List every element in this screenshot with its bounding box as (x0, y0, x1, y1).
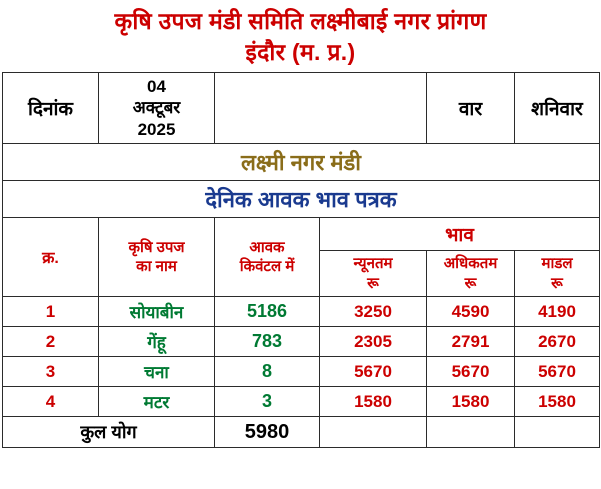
row-max-price: 1580 (427, 387, 515, 417)
total-value: 5980 (215, 417, 320, 448)
row-sno: 4 (3, 387, 99, 417)
row-commodity: चना (99, 357, 215, 387)
sheet-heading: देनिक आवक भाव पत्रक (3, 180, 600, 217)
total-blank-max (427, 417, 515, 448)
row-arrival: 5186 (215, 297, 320, 327)
header-arrival (215, 217, 320, 297)
page-title (0, 0, 601, 72)
row-commodity: मटर (99, 387, 215, 417)
date-value-cell (99, 73, 215, 144)
row-max-price: 4590 (427, 297, 515, 327)
date-value-line2: अक्टूबर (132, 98, 181, 118)
date-value-line1: 04 (147, 77, 166, 97)
row-commodity: सोयाबीन (99, 297, 215, 327)
total-row (3, 417, 600, 448)
date-label: दिनांक (3, 73, 99, 144)
row-min-price: 1580 (320, 387, 427, 417)
row-min-price: 5670 (320, 357, 427, 387)
header-commodity-line1: कृषि उपज (128, 238, 185, 256)
row-arrival: 8 (215, 357, 320, 387)
title-line-1: कृषि उपज मंडी समिति लक्ष्मीबाई नगर प्रांगण (114, 8, 487, 34)
header-min: न्यूनतम (353, 254, 393, 272)
header-max-currency: रू (464, 275, 477, 293)
mandi-name-row (3, 143, 600, 180)
row-max-price: 5670 (427, 357, 515, 387)
date-value-line3: 2025 (137, 119, 176, 139)
total-blank-min (320, 417, 427, 448)
header-min-cell (320, 250, 427, 297)
row-sno: 1 (3, 297, 99, 327)
header-commodity-line2: का नाम (136, 258, 177, 276)
header-modal: माडल (541, 254, 573, 272)
day-value: शनिवार (515, 73, 600, 144)
info-row (3, 73, 600, 144)
header-row-group (3, 217, 600, 250)
row-sno: 2 (3, 327, 99, 357)
row-modal-price: 4190 (515, 297, 600, 327)
mandi-name: लक्ष्मी नगर मंडी (3, 143, 600, 180)
row-sno: 3 (3, 357, 99, 387)
header-commodity (99, 217, 215, 297)
row-arrival: 3 (215, 387, 320, 417)
sheet-heading-row (3, 180, 600, 217)
info-blank-cell (215, 73, 427, 144)
row-modal-price: 5670 (515, 357, 600, 387)
row-modal-price: 2670 (515, 327, 600, 357)
header-arrival-line1: आवक (249, 238, 285, 256)
header-modal-cell (515, 250, 600, 297)
table-row (3, 357, 600, 387)
row-arrival: 783 (215, 327, 320, 357)
header-sno: क्र. (3, 217, 99, 297)
header-arrival-line2: किवंटल में (239, 258, 295, 276)
table-row (3, 297, 600, 327)
row-commodity: गेंहू (99, 327, 215, 357)
header-max: अधिकतम (443, 254, 498, 272)
row-min-price: 2305 (320, 327, 427, 357)
row-modal-price: 1580 (515, 387, 600, 417)
header-max-cell (427, 250, 515, 297)
total-blank-modal (515, 417, 600, 448)
header-price-group: भाव (320, 217, 600, 250)
day-label: वार (427, 73, 515, 144)
row-max-price: 2791 (427, 327, 515, 357)
header-min-currency: रू (367, 275, 379, 293)
table-row (3, 387, 600, 417)
table-row (3, 327, 600, 357)
header-modal-currency: रू (551, 275, 563, 293)
total-label: कुल योग (3, 417, 215, 448)
row-min-price: 3250 (320, 297, 427, 327)
main-table (2, 72, 600, 448)
title-line-2: इंदौर (म. प्र.) (245, 39, 356, 66)
